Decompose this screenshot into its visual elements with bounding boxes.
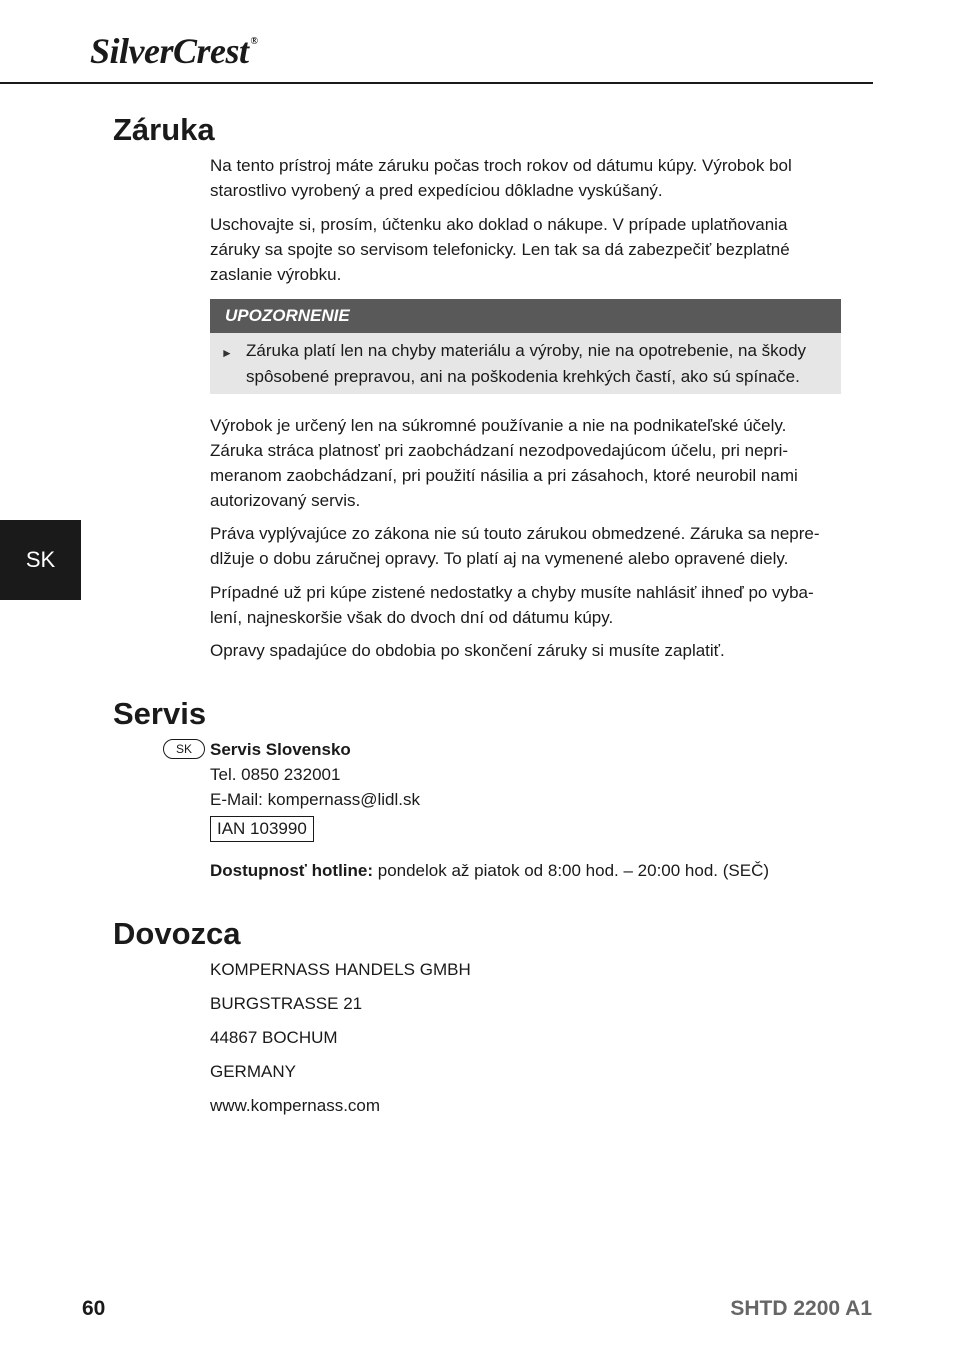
zaruka-para-6 (210, 638, 840, 663)
zaruka-para-4 (210, 521, 840, 571)
ian-box: IAN 103990 (210, 816, 314, 842)
language-tab: SK (0, 520, 81, 600)
importer-city: 44867 BOCHUM (210, 1028, 338, 1047)
model-number: SHTD 2200 A1 (730, 1297, 872, 1320)
brand-logo (90, 30, 258, 72)
hotline (210, 858, 840, 883)
servis-email[interactable]: E-Mail: kompernass@lidl.sk (210, 790, 420, 809)
importer-website[interactable]: www.kompernass.com (210, 1096, 381, 1115)
header-rule (0, 82, 873, 84)
notice-text: Záruka platí len na chyby materiálu a výroby, nie na opotrebenie, na škody spôsobené prepravou, ani na poškodenia krehkých častí, ako sú spínače. (246, 341, 807, 386)
zaruka-para-1 (210, 153, 840, 203)
bullet-arrow-icon: ► (221, 346, 233, 360)
zaruka-para-3 (210, 413, 840, 513)
heading-servis: Servis (113, 696, 207, 731)
heading-dovozca: Dovozca (113, 916, 241, 951)
notice-box (210, 299, 841, 394)
servis-contact (210, 737, 840, 842)
zaruka-text-2: Uschovajte si, prosím, účtenku ako doklad o nákupe. V prípade uplatňovania záruky sa spojte so servisom telefonicky. Len tak sa dá zabezpečiť bezplatné zaslanie výrobku. (210, 215, 790, 284)
zaruka-text-4: Práva vyplývajúce zo zákona nie sú touto zárukou obmedzené. Záruka sa nepre-dlžuje o dobu záručnej opravy. To platí aj na vymenené alebo opravené diely. (210, 524, 820, 568)
brand-logo-text: SilverCrest (90, 31, 249, 71)
servis-tel: Tel. 0850 232001 (210, 765, 341, 784)
importer-address (210, 957, 840, 1118)
zaruka-para-5 (210, 580, 840, 630)
importer-company: KOMPERNASS HANDELS GMBH (210, 960, 471, 979)
zaruka-text-1: Na tento prístroj máte záruku počas troch rokov od dátumu kúpy. Výrobok bol starostlivo vyrobený a pred expedíciou dôkladne vyskúšaný. (210, 156, 792, 200)
hotline-text: pondelok až piatok od 8:00 hod. – 20:00 hod. (SEČ) (373, 861, 770, 880)
importer-street: BURGSTRASSE 21 (210, 994, 363, 1013)
servis-name: Servis Slovensko (210, 740, 351, 759)
country-badge: SK (163, 739, 205, 759)
zaruka-para-2 (210, 212, 840, 287)
heading-zaruka: Záruka (113, 112, 215, 147)
page-number: 60 (82, 1297, 106, 1320)
zaruka-text-5: Prípadné už pri kúpe zistené nedostatky a chyby musíte nahlásiť ihneď po vyba-lení, najneskoršie však do dvoch dní od dátumu kúpy. (210, 583, 814, 627)
importer-country: GERMANY (210, 1062, 296, 1081)
notice-body (210, 333, 841, 394)
zaruka-text-3: Výrobok je určený len na súkromné používanie a nie na podnikateľské účely. Záruka stráca platnosť pri zaobchádzaní nezodpovedajúcom účelu, pri nepri-meranom zaobchádzaní, pri použití násilia a pri zásahoch, ktoré neurobil nami autorizovaný servis. (210, 416, 798, 510)
notice-title: UPOZORNENIE (210, 299, 841, 333)
zaruka-text-6: Opravy spadajúce do obdobia po skončení záruky si musíte zaplatiť. (210, 641, 725, 660)
hotline-label: Dostupnosť hotline: (210, 861, 374, 880)
registered-mark: ® (250, 36, 258, 47)
